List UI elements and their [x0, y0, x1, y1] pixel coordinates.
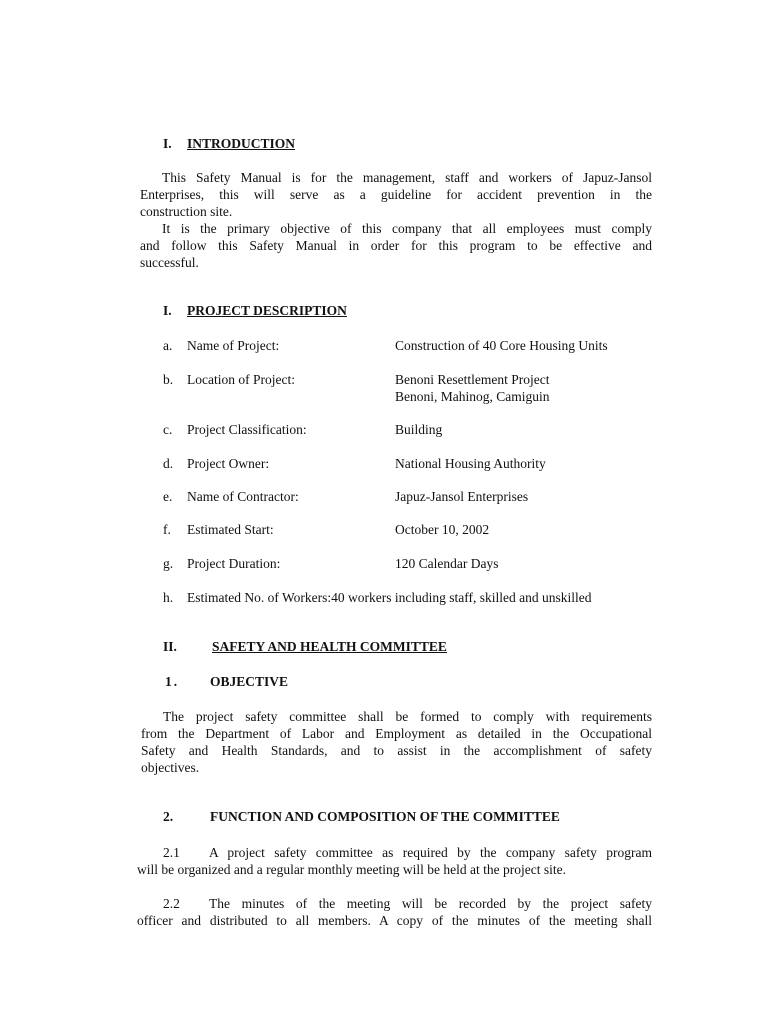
- item-value: Construction of 40 Core Housing Units: [395, 338, 608, 353]
- item-workers: Estimated No. of Workers:40 workers including staff, skilled and unskilled: [187, 590, 592, 605]
- intro-paragraph-2: [140, 220, 652, 271]
- item-letter: g.: [163, 556, 174, 571]
- text-line: and follow this Safety Manual in order for this program to be effective and: [140, 238, 652, 253]
- text-line: construction site.: [140, 204, 233, 219]
- text-line: objectives.: [141, 760, 200, 775]
- text-line: officer and distributed to all members. A copy of the minutes of the meeting shall: [137, 913, 652, 928]
- project-numeral: I.: [163, 303, 172, 318]
- text-line: Safety and Health Standards, and to assist in the accomplishment of safety: [141, 743, 652, 758]
- item-label: Project Duration:: [187, 556, 281, 571]
- item-letter: c.: [163, 422, 173, 437]
- intro-numeral: I.: [163, 136, 172, 151]
- section-2-1-paragraph: [137, 844, 652, 878]
- section-2-2-paragraph: [137, 895, 652, 929]
- committee-heading: SAFETY AND HEALTH COMMITTEE: [212, 639, 447, 654]
- intro-paragraph-1: [140, 169, 652, 220]
- text-line: Enterprises, this will serve as a guideline for accident prevention in the: [140, 187, 652, 202]
- intro-heading: INTRODUCTION: [187, 136, 296, 151]
- objective-paragraph: [141, 708, 652, 776]
- committee-numeral: II.: [163, 639, 177, 654]
- text-line: A project safety committee as required by the company safety program: [209, 845, 652, 860]
- text-line: This Safety Manual is for the management, staff and workers of Japuz-Jansol: [162, 170, 652, 185]
- item-value-line-2: Benoni, Mahinog, Camiguin: [395, 389, 550, 404]
- text-line: from the Department of Labor and Employment as detailed in the Occupational: [141, 726, 652, 741]
- text-line: The project safety committee shall be formed to comply with requirements: [163, 709, 652, 724]
- item-label: Location of Project:: [187, 372, 295, 387]
- item-label: Name of Project:: [187, 338, 280, 353]
- item-value: 120 Calendar Days: [395, 556, 499, 571]
- item-label: Project Classification:: [187, 422, 307, 437]
- item-letter: h.: [163, 590, 174, 605]
- item-label: Estimated Start:: [187, 522, 274, 537]
- item-letter: f.: [163, 522, 171, 537]
- item-letter: a.: [163, 338, 173, 353]
- item-value: October 10, 2002: [395, 522, 490, 537]
- text-line: The minutes of the meeting will be recorded by the project safety: [209, 896, 652, 911]
- item-value: National Housing Authority: [395, 456, 546, 471]
- text-line: It is the primary objective of this company that all employees must comply: [162, 221, 652, 236]
- text-line: successful.: [140, 255, 199, 270]
- item-letter: e.: [163, 489, 173, 504]
- objective-number: 1.: [165, 674, 180, 689]
- item-label: Project Owner:: [187, 456, 270, 471]
- function-number: 2.: [163, 809, 174, 824]
- item-value: Japuz-Jansol Enterprises: [395, 489, 529, 504]
- item-letter: b.: [163, 372, 174, 387]
- item-letter: d.: [163, 456, 174, 471]
- item-value: Benoni Resettlement Project: [395, 372, 550, 387]
- function-heading: FUNCTION AND COMPOSITION OF THE COMMITTEE: [210, 809, 560, 824]
- section-number: 2.1: [163, 845, 180, 860]
- objective-heading: OBJECTIVE: [210, 674, 289, 689]
- item-label: Name of Contractor:: [187, 489, 299, 504]
- text-line: will be organized and a regular monthly meeting will be held at the project site.: [137, 862, 566, 877]
- project-heading: PROJECT DESCRIPTION: [187, 303, 347, 318]
- item-value: Building: [395, 422, 443, 437]
- section-number: 2.2: [163, 896, 180, 911]
